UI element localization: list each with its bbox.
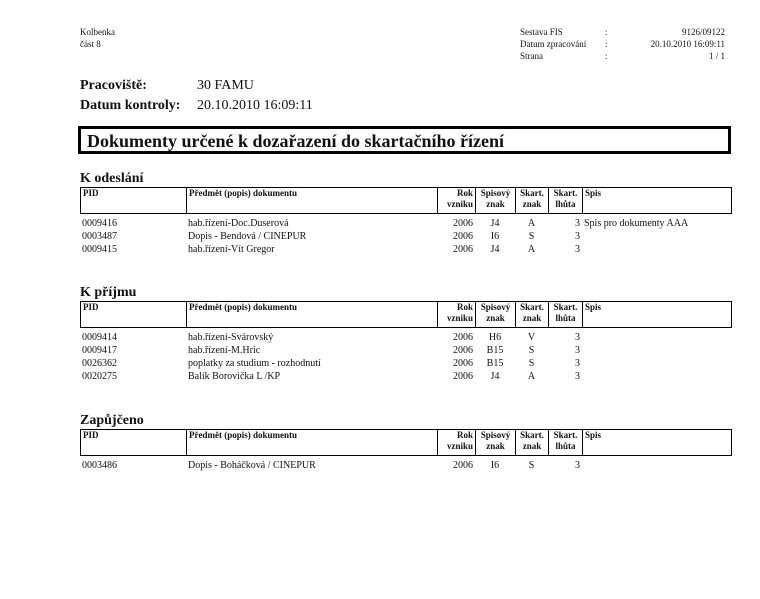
report-info-value: 9126/09122 bbox=[681, 27, 725, 37]
col-pid: PID bbox=[81, 188, 187, 214]
table-row: 0009417 hab.řízení-M.Hric 2006 B15 S 3 bbox=[82, 345, 580, 356]
workplace-value: 30 FAMU bbox=[197, 78, 254, 93]
report-info-label: Sestava FIS bbox=[520, 27, 563, 37]
col-file: Spis bbox=[583, 430, 732, 456]
report-header-right bbox=[520, 26, 725, 62]
col-term: Skart. lhůta bbox=[549, 302, 583, 328]
column-header bbox=[80, 187, 732, 214]
col-code: Spisový znak bbox=[476, 188, 516, 214]
report-info-value: 1 / 1 bbox=[708, 51, 725, 61]
report-info-row bbox=[520, 38, 725, 50]
col-skart: Skart. znak bbox=[516, 302, 549, 328]
report-info-label: Strana bbox=[520, 51, 543, 61]
table-row: 0009415 hab.řízení-Vít Gregor 2006 J4 A 3 bbox=[82, 244, 580, 255]
report-title: Dokumenty určené k dozařazení do skartačního řízení bbox=[78, 126, 731, 154]
col-pid: PID bbox=[81, 302, 187, 328]
section-k-odeslani bbox=[80, 170, 732, 256]
workplace-label: Pracoviště: bbox=[80, 78, 147, 93]
col-pid: PID bbox=[81, 430, 187, 456]
col-term: Skart. lhůta bbox=[549, 188, 583, 214]
section-rows bbox=[80, 331, 732, 383]
table-row: 0003486 Dopis - Boháčková / CINEPUR 2006 I6 S 3 bbox=[82, 460, 580, 471]
table-row: 0026362 poplatky za studium - rozhodnutí 2006 B15 S 3 bbox=[82, 358, 580, 369]
workplace-row bbox=[80, 76, 313, 96]
col-file: Spis bbox=[583, 188, 732, 214]
section-zapujceno bbox=[80, 412, 732, 472]
report-info-sep: : bbox=[605, 51, 608, 61]
report-info-value: 20.10.2010 16:09:11 bbox=[650, 39, 725, 49]
report-info-sep: : bbox=[605, 39, 608, 49]
col-year: Rok vzniku bbox=[438, 302, 476, 328]
col-code: Spisový znak bbox=[476, 430, 516, 456]
section-rows bbox=[80, 217, 732, 256]
col-term: Skart. lhůta bbox=[549, 430, 583, 456]
table-row: 0003487 Dopis - Bendová / CINEPUR 2006 I6 S 3 bbox=[82, 231, 580, 242]
table-row: 0009414 hab.řízení-Svárovský 2006 H6 V 3 bbox=[82, 332, 580, 343]
report-part: část 8 bbox=[80, 39, 101, 49]
control-date-value: 20.10.2010 16:09:11 bbox=[197, 98, 313, 113]
column-header bbox=[80, 429, 732, 456]
col-skart: Skart. znak bbox=[516, 430, 549, 456]
report-info-sep: : bbox=[605, 27, 608, 37]
report-meta bbox=[80, 76, 313, 116]
report-info-row bbox=[520, 50, 725, 62]
section-title: K odeslání bbox=[80, 171, 144, 186]
col-year: Rok vzniku bbox=[438, 188, 476, 214]
col-skart: Skart. znak bbox=[516, 188, 549, 214]
section-k-prijmu bbox=[80, 284, 732, 383]
control-date-row bbox=[80, 96, 313, 116]
col-code: Spisový znak bbox=[476, 302, 516, 328]
col-file: Spis bbox=[583, 302, 732, 328]
col-year: Rok vzniku bbox=[438, 430, 476, 456]
col-subject: Předmět (popis) dokumentu bbox=[187, 302, 438, 328]
col-subject: Předmět (popis) dokumentu bbox=[187, 430, 438, 456]
col-subject: Předmět (popis) dokumentu bbox=[187, 188, 438, 214]
section-title: K příjmu bbox=[80, 285, 137, 300]
report-header-left bbox=[80, 26, 115, 50]
report-org: Kolbenka bbox=[80, 27, 115, 37]
table-row: 0009416 hab.řízení-Doc.Duserová 2006 J4 A 3 Spis pro dokumenty AAA bbox=[82, 218, 689, 229]
control-date-label: Datum kontroly: bbox=[80, 98, 181, 113]
report-info-row bbox=[520, 26, 725, 38]
table-row: 0020275 Balík Borovička L /KP 2006 J4 A 3 bbox=[82, 371, 580, 382]
report-info-label: Datum zpracování bbox=[520, 39, 587, 49]
section-rows bbox=[80, 459, 732, 472]
column-header bbox=[80, 301, 732, 328]
section-title: Zapůjčeno bbox=[80, 413, 144, 428]
